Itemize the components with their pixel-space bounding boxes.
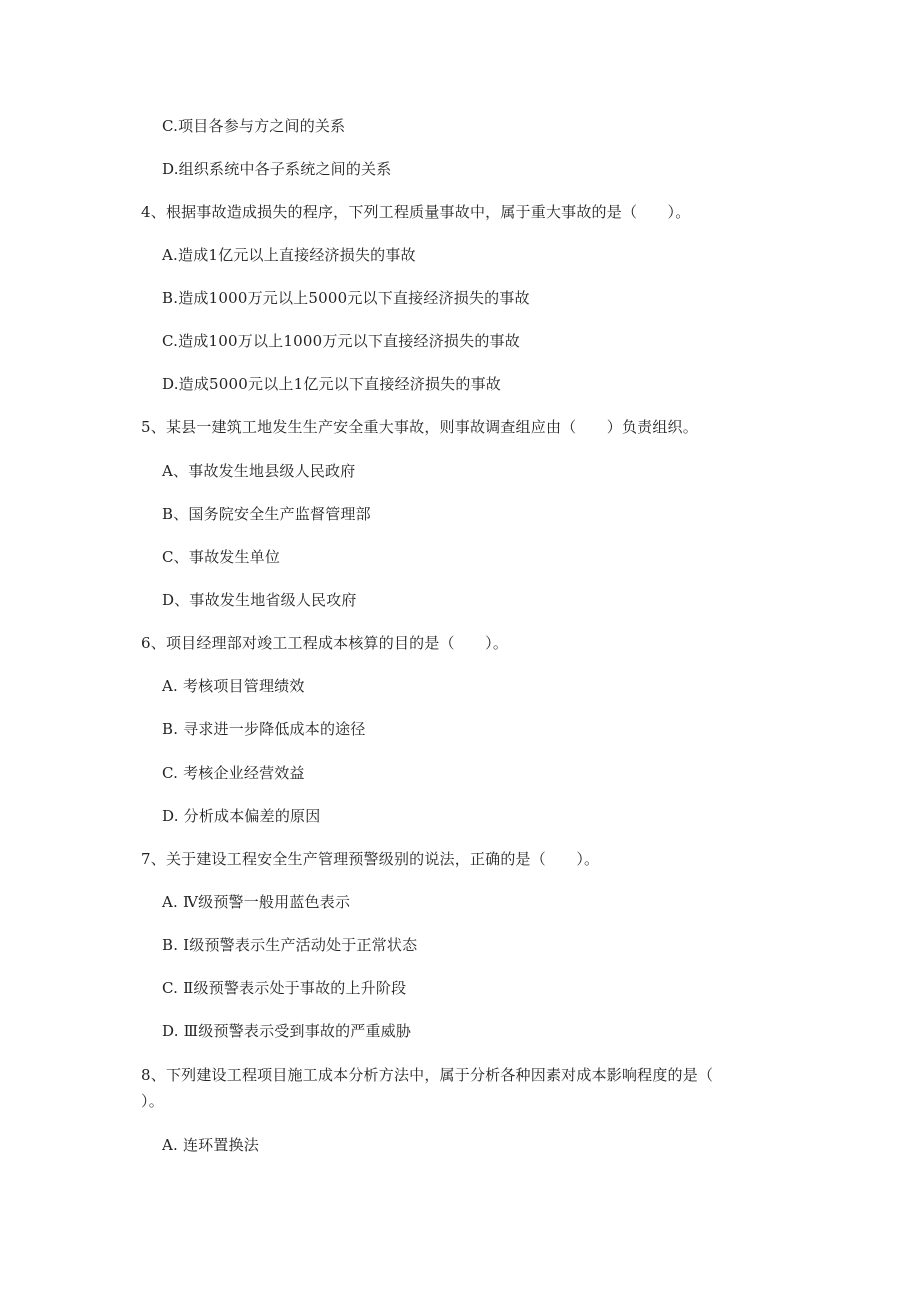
option-q7-d: D. Ⅲ级预警表示受到事故的严重威胁	[162, 1022, 412, 1040]
option-q7-b: B. I级预警表示生产活动处于正常状态	[162, 936, 418, 954]
option-q5-a: A、事故发生地县级人民政府	[162, 462, 356, 480]
option-q4-a: A.造成1亿元以上直接经济损失的事故	[162, 246, 416, 264]
question-6: 6、项目经理部对竣工工程成本核算的目的是（ ）。	[141, 634, 509, 652]
question-8-continuation: ）。	[141, 1092, 164, 1110]
option-q4-d: D.造成5000元以上1亿元以下直接经济损失的事故	[162, 375, 501, 393]
question-4: 4、根据事故造成损失的程序，下列工程质量事故中，属于重大事故的是（ ）。	[141, 203, 691, 221]
option-q6-d: D. 分析成本偏差的原因	[162, 807, 321, 825]
question-5: 5、某县一建筑工地发生生产安全重大事故，则事故调查组应由（ ）负责组织。	[141, 418, 698, 436]
option-q6-a: A. 考核项目管理绩效	[162, 677, 305, 695]
option-q7-a: A. Ⅳ级预警一般用蓝色表示	[162, 893, 351, 911]
option-q6-c: C. 考核企业经营效益	[162, 764, 305, 782]
option-q5-c: C、事故发生单位	[162, 548, 281, 566]
option-q8-a: A. 连环置换法	[162, 1136, 259, 1154]
option-q3-d: D.组织系统中各子系统之间的关系	[162, 160, 392, 178]
option-q3-c: C.项目各参与方之间的关系	[162, 117, 346, 135]
option-q7-c: C. Ⅱ级预警表示处于事故的上升阶段	[162, 979, 407, 997]
option-q5-b: B、国务院安全生产监督管理部	[162, 505, 371, 523]
option-q4-b: B.造成1000万元以上5000元以下直接经济损失的事故	[162, 289, 530, 307]
question-7: 7、关于建设工程安全生产管理预警级别的说法，正确的是（ ）。	[141, 850, 600, 868]
question-8: 8、下列建设工程项目施工成本分析方法中，属于分析各种因素对成本影响程度的是（	[141, 1066, 714, 1084]
option-q4-c: C.造成100万以上1000万元以下直接经济损失的事故	[162, 332, 520, 350]
option-q6-b: B. 寻求进一步降低成本的途径	[162, 720, 366, 738]
option-q5-d: D、事故发生地省级人民攻府	[162, 591, 357, 609]
